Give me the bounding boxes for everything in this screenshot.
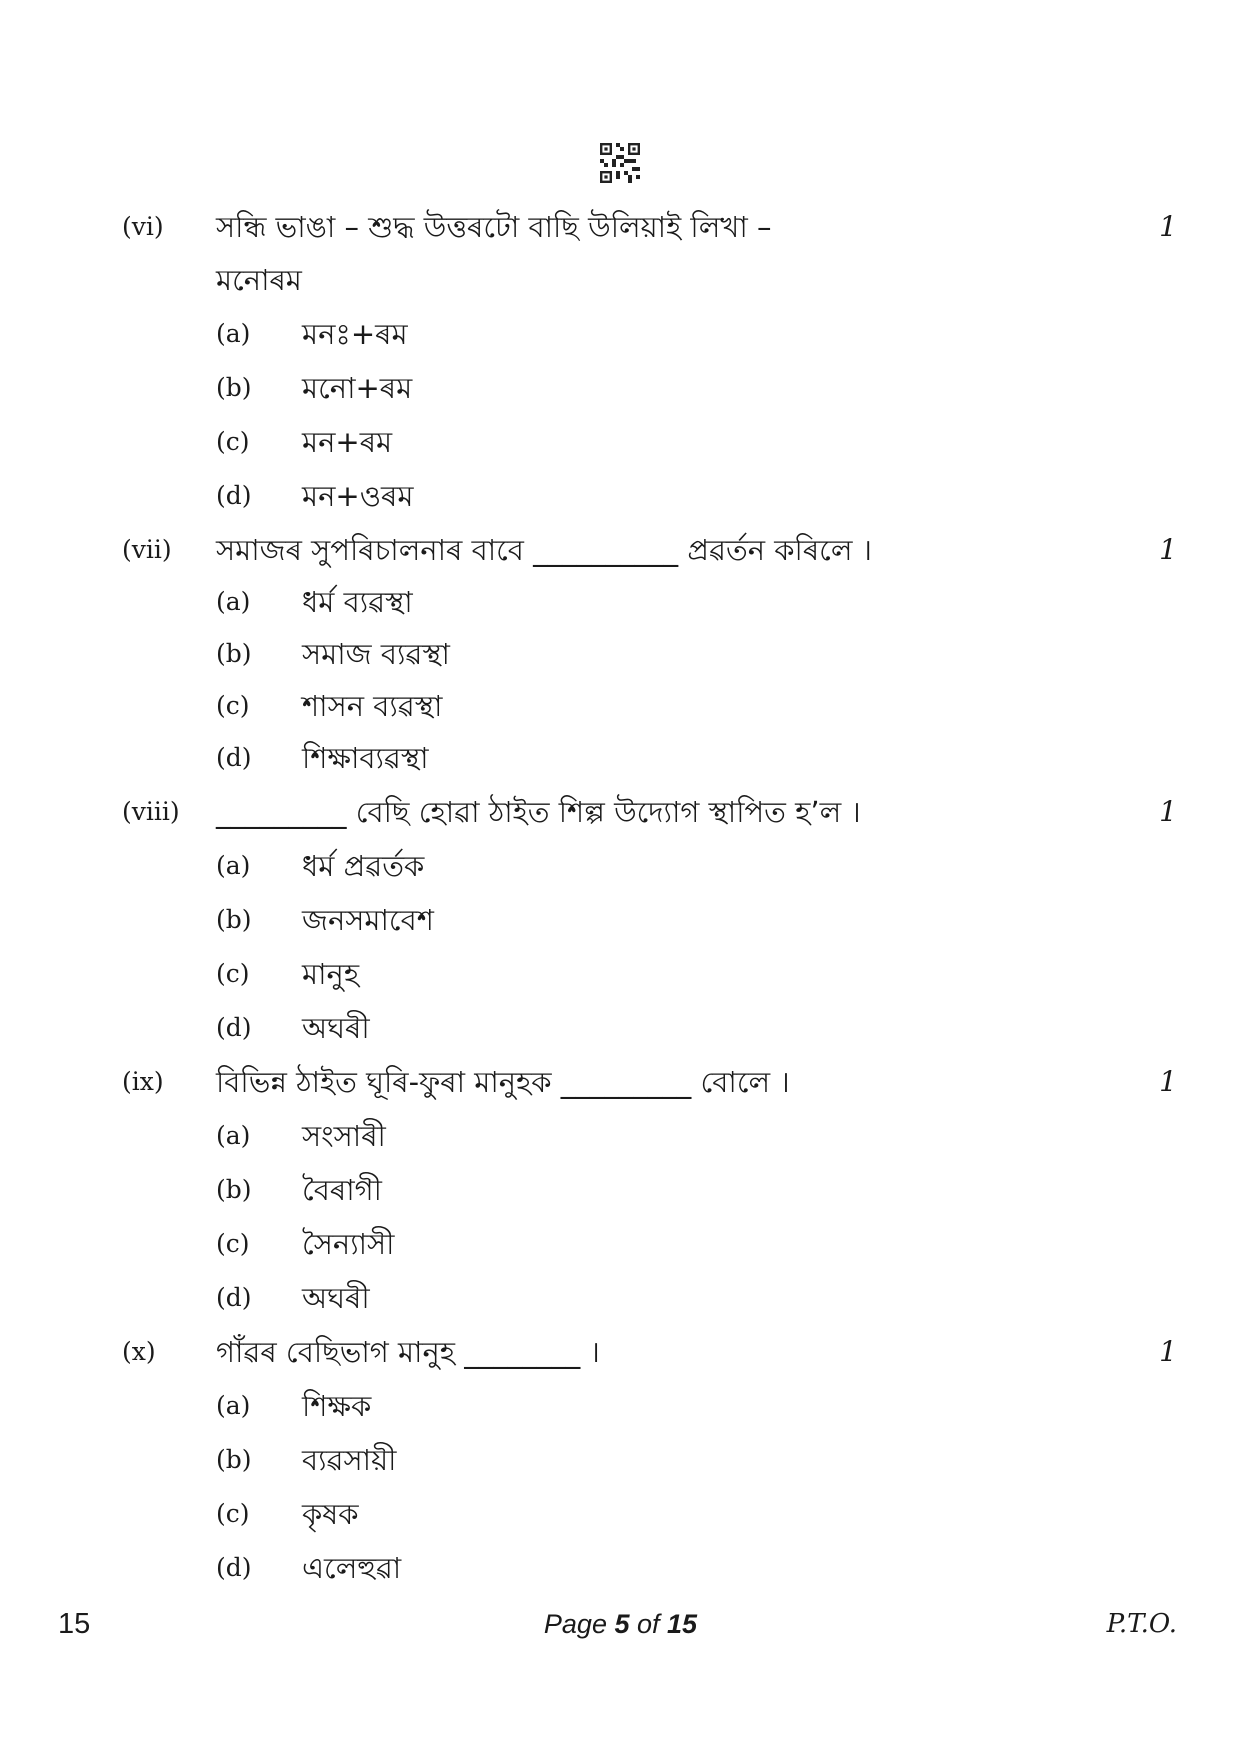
option-viii-b bbox=[0, 895, 1241, 945]
question-text: সমাজৰ সুপৰিচালনাৰ বাবে __________ প্ৰৱৰ্তন কৰিলে । bbox=[216, 533, 873, 567]
question-text: সন্ধি ভাঙা – শুদ্ধ উত্তৰটো বাছি উলিয়াই লিখা – bbox=[216, 210, 772, 244]
option-text: অঘৰী bbox=[302, 1281, 370, 1315]
option-text: মনো+ৰম bbox=[302, 371, 413, 405]
option-label: (c) bbox=[216, 1229, 250, 1258]
option-x-b bbox=[0, 1435, 1241, 1485]
option-x-a bbox=[0, 1381, 1241, 1431]
question-ix bbox=[0, 1057, 1241, 1107]
option-vii-b bbox=[0, 629, 1241, 679]
question-viii bbox=[0, 787, 1241, 837]
question-text: গাঁৱৰ বেছিভাগ মানুহ ________ । bbox=[216, 1335, 600, 1369]
option-ix-d bbox=[0, 1273, 1241, 1323]
option-ix-b bbox=[0, 1165, 1241, 1215]
option-vii-d bbox=[0, 733, 1241, 783]
option-text: কৃষক bbox=[302, 1497, 359, 1531]
page-of: of bbox=[629, 1609, 668, 1639]
question-marks: 1 bbox=[1159, 1065, 1177, 1098]
option-label: (b) bbox=[216, 905, 252, 934]
question-vi bbox=[0, 202, 1241, 252]
option-label: (b) bbox=[216, 1445, 252, 1474]
option-label: (b) bbox=[216, 373, 252, 402]
question-number: (viii) bbox=[122, 797, 180, 826]
question-marks: 1 bbox=[1159, 210, 1177, 243]
question-x bbox=[0, 1327, 1241, 1377]
option-viii-d bbox=[0, 1003, 1241, 1053]
option-text: জনসমাবেশ bbox=[302, 903, 434, 937]
option-text: সমাজ ব্যৱস্থা bbox=[302, 637, 450, 671]
option-label: (d) bbox=[216, 1283, 252, 1312]
option-ix-c bbox=[0, 1219, 1241, 1269]
option-vi-b bbox=[0, 363, 1241, 413]
option-x-c bbox=[0, 1489, 1241, 1539]
page-indicator bbox=[0, 1599, 1241, 1649]
option-text: শাসন ব্যৱস্থা bbox=[302, 689, 443, 723]
option-text: এলেহুৱা bbox=[302, 1551, 402, 1585]
option-text: ব্যৱসায়ী bbox=[302, 1443, 397, 1477]
question-text: _________ বেছি হোৱা ঠাইত শিল্প উদ্যোগ স্থাপিত হ’ল । bbox=[216, 795, 861, 829]
option-text: মন+ওৰম bbox=[302, 479, 414, 513]
question-vii bbox=[0, 525, 1241, 575]
qr-code bbox=[600, 143, 640, 183]
option-label: (c) bbox=[216, 1499, 250, 1528]
question-number: (x) bbox=[122, 1337, 156, 1366]
option-text: সংসাৰী bbox=[302, 1119, 386, 1153]
page-prefix: Page bbox=[543, 1609, 615, 1639]
option-x-d bbox=[0, 1543, 1241, 1593]
option-vii-c bbox=[0, 681, 1241, 731]
option-label: (a) bbox=[216, 587, 251, 616]
option-viii-c bbox=[0, 949, 1241, 999]
question-marks: 1 bbox=[1159, 795, 1177, 828]
option-text: সৈন্যাসী bbox=[302, 1227, 395, 1261]
option-label: (a) bbox=[216, 1391, 251, 1420]
option-vi-d bbox=[0, 471, 1241, 521]
paper-code: 15 bbox=[58, 1608, 91, 1640]
option-viii-a bbox=[0, 841, 1241, 891]
option-text: মানুহ bbox=[302, 957, 360, 991]
option-text: ধৰ্ম প্ৰৱৰ্তক bbox=[302, 849, 425, 883]
page-total: 15 bbox=[667, 1609, 698, 1639]
option-ix-a bbox=[0, 1111, 1241, 1161]
question-number: (vii) bbox=[122, 535, 172, 564]
pto-label: P.T.O. bbox=[1106, 1609, 1177, 1639]
option-label: (a) bbox=[216, 319, 251, 348]
question-marks: 1 bbox=[1159, 1335, 1177, 1368]
option-vii-a bbox=[0, 577, 1241, 627]
option-label: (d) bbox=[216, 1013, 252, 1042]
option-text: অঘৰী bbox=[302, 1011, 370, 1045]
option-label: (c) bbox=[216, 427, 250, 456]
question-number: (ix) bbox=[122, 1067, 164, 1096]
option-text: বৈৰাগী bbox=[302, 1173, 382, 1207]
option-text: মন+ৰম bbox=[302, 425, 393, 459]
question-text: বিভিন্ন ঠাইত ঘূৰি-ফুৰা মানুহক _________ বোলে । bbox=[216, 1065, 790, 1099]
option-label: (b) bbox=[216, 1175, 252, 1204]
option-label: (c) bbox=[216, 959, 250, 988]
option-vi-a bbox=[0, 309, 1241, 359]
option-label: (b) bbox=[216, 639, 252, 668]
option-text: শিক্ষক bbox=[302, 1389, 372, 1423]
option-text: শিক্ষাব্যৱস্থা bbox=[302, 741, 429, 775]
option-text: ধৰ্ম ব্যৱস্থা bbox=[302, 585, 413, 619]
option-vi-c bbox=[0, 417, 1241, 467]
page-current: 5 bbox=[614, 1609, 630, 1639]
option-label: (a) bbox=[216, 851, 251, 880]
option-label: (d) bbox=[216, 1553, 252, 1582]
question-stem-word: মনোৰম bbox=[216, 263, 302, 297]
option-label: (a) bbox=[216, 1121, 251, 1150]
question-number: (vi) bbox=[122, 212, 164, 241]
option-text: মনঃ+ৰম bbox=[302, 317, 408, 351]
question-marks: 1 bbox=[1159, 533, 1177, 566]
option-label: (d) bbox=[216, 481, 252, 510]
option-label: (d) bbox=[216, 743, 252, 772]
option-label: (c) bbox=[216, 691, 250, 720]
